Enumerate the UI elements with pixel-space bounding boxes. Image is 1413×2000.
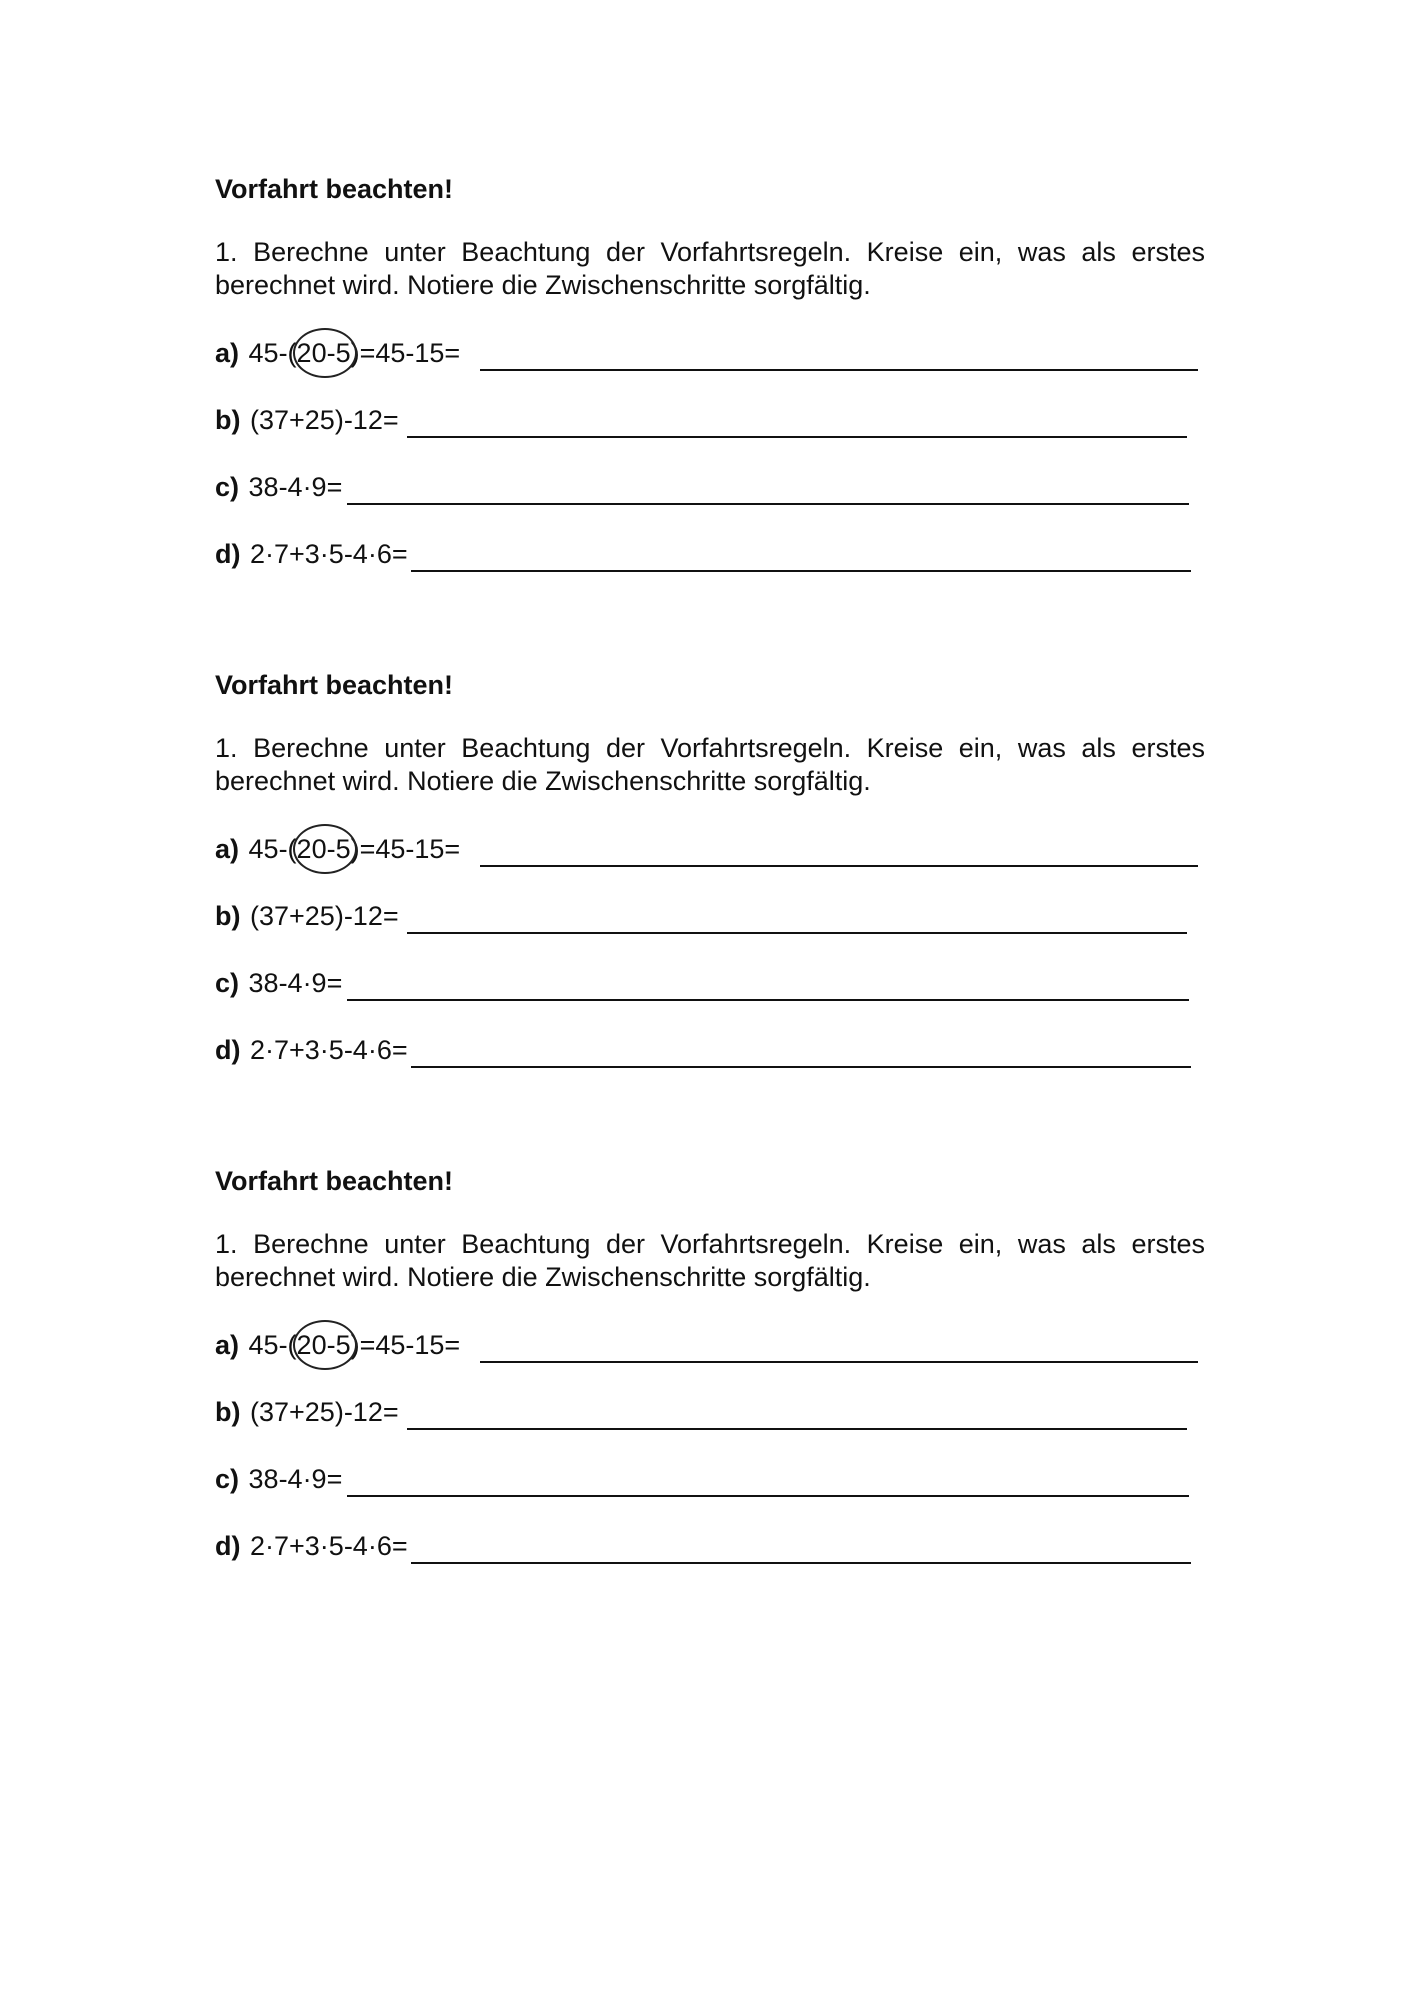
task-expression [249, 834, 461, 864]
task-d [215, 1034, 408, 1066]
task-b [215, 404, 399, 436]
task-expression: 38-4·9= [248, 472, 343, 502]
task-c [215, 471, 342, 503]
task-label: c) [215, 1464, 240, 1494]
task-label: b) [215, 901, 241, 931]
task-label: d) [215, 539, 241, 569]
task-b [215, 900, 399, 932]
instruction-text: 1. Berechne unter Beachtung der Vorfahrtsregeln. Kreise ein, was als erstes berechnet wird. Notiere die Zwischenschritte sorgfältig. [215, 237, 1205, 300]
task-label: c) [215, 968, 240, 998]
task-expression [249, 338, 461, 368]
task-a [215, 1329, 460, 1361]
section-title: Vorfahrt beachten! [215, 670, 454, 700]
task-a [215, 833, 460, 865]
section-title: Vorfahrt beachten! [215, 174, 454, 204]
task-expression: 2·7+3·5-4·6= [250, 1531, 408, 1561]
answer-line[interactable] [480, 369, 1198, 371]
task-expression: 38-4·9= [248, 1464, 343, 1494]
task-label: b) [215, 405, 241, 435]
task-a [215, 337, 460, 369]
circled-term-text: 20-5 [296, 834, 351, 864]
answer-line[interactable] [411, 1562, 1191, 1564]
task-expression: 2·7+3·5-4·6= [250, 1035, 408, 1065]
circled-term-text: 20-5 [296, 1330, 351, 1360]
answer-line[interactable] [411, 570, 1191, 572]
answer-line[interactable] [407, 932, 1187, 934]
task-label: d) [215, 1035, 241, 1065]
section-title: Vorfahrt beachten! [215, 1166, 454, 1196]
expression-suffix: )=45-15= [350, 834, 461, 864]
answer-line[interactable] [480, 1361, 1198, 1363]
task-c [215, 1463, 342, 1495]
task-d [215, 1530, 408, 1562]
answer-line[interactable] [411, 1066, 1191, 1068]
task-expression [249, 1330, 461, 1360]
expression-prefix: 45-( [248, 1330, 297, 1360]
task-d [215, 538, 408, 570]
task-label: b) [215, 1397, 241, 1427]
task-label: a) [215, 338, 240, 368]
task-expression: 38-4·9= [248, 968, 343, 998]
circled-term [297, 337, 351, 369]
answer-line[interactable] [347, 503, 1189, 505]
task-c [215, 967, 342, 999]
task-label: a) [215, 1330, 240, 1360]
circled-term [297, 1329, 351, 1361]
task-expression: (37+25)-12= [250, 405, 399, 435]
circled-term [297, 833, 351, 865]
task-label: c) [215, 472, 240, 502]
task-expression: (37+25)-12= [250, 901, 399, 931]
answer-line[interactable] [480, 865, 1198, 867]
instruction-text: 1. Berechne unter Beachtung der Vorfahrtsregeln. Kreise ein, was als erstes berechnet wird. Notiere die Zwischenschritte sorgfältig. [215, 1229, 1205, 1292]
answer-line[interactable] [347, 1495, 1189, 1497]
task-expression: 2·7+3·5-4·6= [250, 539, 408, 569]
expression-suffix: )=45-15= [350, 338, 461, 368]
task-expression: (37+25)-12= [250, 1397, 399, 1427]
task-label: a) [215, 834, 240, 864]
circled-term-text: 20-5 [296, 338, 351, 368]
expression-suffix: )=45-15= [350, 1330, 461, 1360]
task-b [215, 1396, 399, 1428]
expression-prefix: 45-( [248, 338, 297, 368]
task-label: d) [215, 1531, 241, 1561]
expression-prefix: 45-( [248, 834, 297, 864]
answer-line[interactable] [407, 1428, 1187, 1430]
instruction-text: 1. Berechne unter Beachtung der Vorfahrtsregeln. Kreise ein, was als erstes berechnet wird. Notiere die Zwischenschritte sorgfältig. [215, 733, 1205, 796]
answer-line[interactable] [347, 999, 1189, 1001]
answer-line[interactable] [407, 436, 1187, 438]
